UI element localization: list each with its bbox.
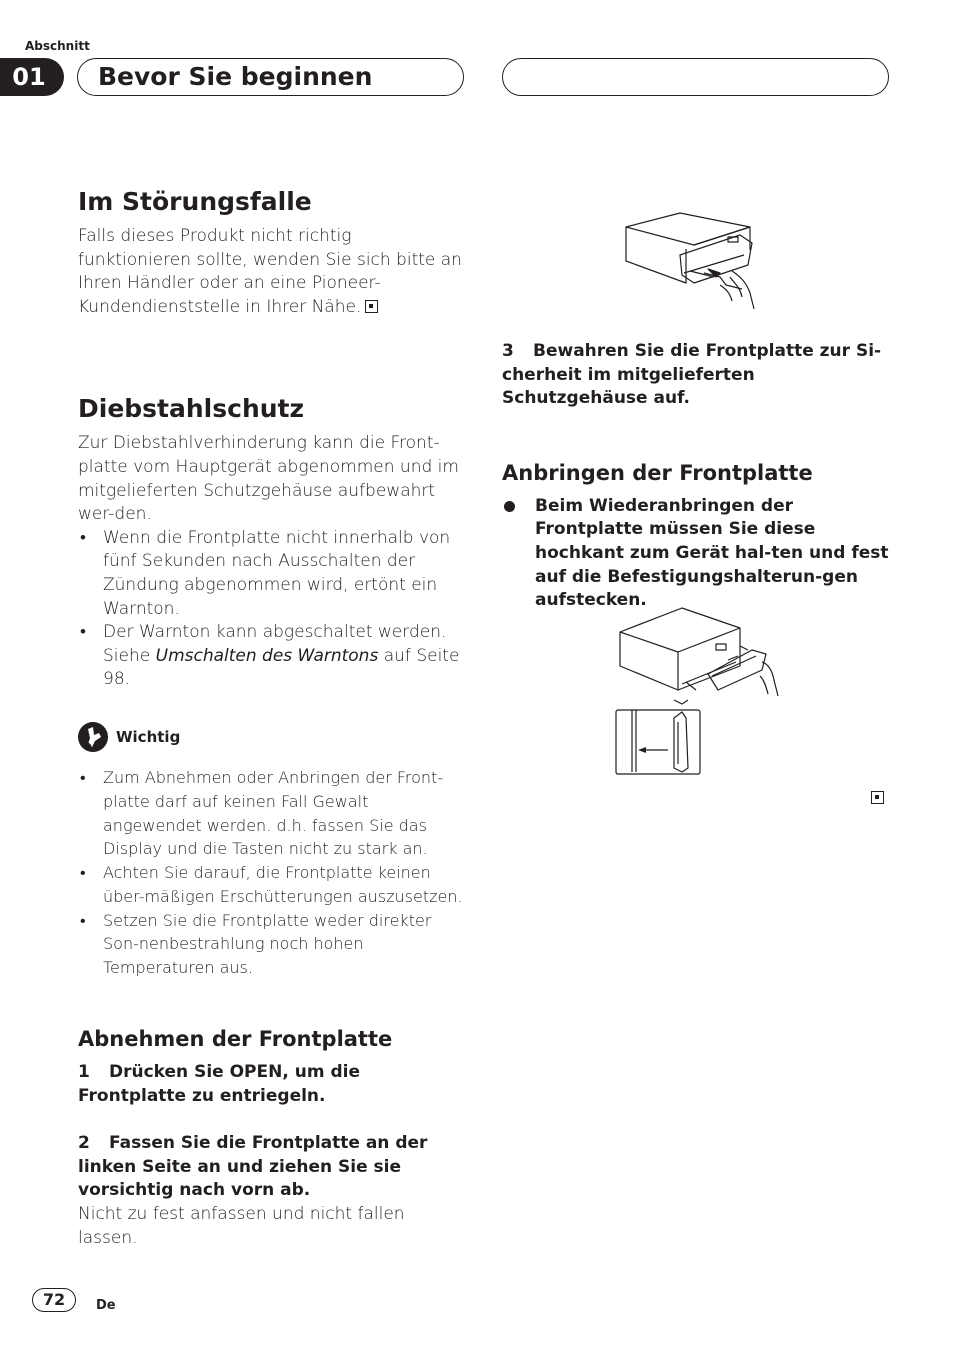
illustration-remove-frontplate xyxy=(620,205,770,315)
right-column xyxy=(502,340,890,613)
heading-diebstahlschutz: Diebstahlschutz xyxy=(78,394,305,424)
list-item: • Wenn die Frontplatte nicht innerhalb von fünf Sekunden nach Ausschalten der Zündung abgenommen wird, ertönt ein Warnton. xyxy=(78,527,466,621)
step-text: Fassen Sie die Frontplatte an der linken Seite an und ziehen Sie sie vorsichtig nach vorn ab. xyxy=(78,1133,428,1201)
section-abnehmen xyxy=(78,1025,466,1250)
wichtig-bullet-list xyxy=(78,766,466,980)
step-number: 1 xyxy=(78,1062,90,1083)
section-diebstahlschutz xyxy=(78,393,466,692)
wichtig-header xyxy=(78,722,466,752)
list-item: • Setzen Sie die Frontplatte weder direkter Son-nenbestrahlung noch hohen Temperaturen aus. xyxy=(78,909,466,980)
anbringen-step xyxy=(502,495,890,613)
page-number: 72 xyxy=(32,1288,76,1312)
step-text: Drücken Sie OPEN, um die Frontplatte zu entriegeln. xyxy=(78,1062,360,1106)
list-item xyxy=(78,621,466,692)
bullet-text: auf Seite 98. xyxy=(103,645,460,690)
end-mark-icon xyxy=(365,300,378,313)
step-text: Bewahren Sie die Frontplatte zur Si-cherheit im mitgelieferten Schutzgehäuse auf. xyxy=(502,341,882,409)
section-number: 01 xyxy=(0,58,64,96)
end-mark-icon xyxy=(871,791,884,804)
illustration-attach-frontplate xyxy=(612,600,782,778)
heading-stoerungsfalle: Im Störungsfalle xyxy=(78,187,312,216)
section-wichtig xyxy=(78,722,466,980)
cross-reference-link[interactable]: Umschalten des Warntons xyxy=(155,645,379,666)
language-code: De xyxy=(96,1298,116,1313)
step-3 xyxy=(502,340,890,411)
list-item: • Achten Sie darauf, die Frontplatte keinen über-mäßigen Erschütterungen auszusetzen. xyxy=(78,861,466,909)
diebstahl-bullet-list xyxy=(78,527,466,692)
step-2 xyxy=(78,1132,466,1203)
paragraph-stoerungsfalle xyxy=(78,225,466,319)
chapter-header-blank xyxy=(502,58,889,96)
list-item: • Zum Abnehmen oder Anbringen der Front-platte darf auf keinen Fall Gewalt angewendet werden. d.h. fassen Sie das Display und die Tasten nicht zu stark an. xyxy=(78,766,466,861)
important-hand-icon xyxy=(78,722,108,752)
section-stoerungsfalle xyxy=(78,186,466,319)
wichtig-label: Wichtig xyxy=(116,727,181,746)
bullet-icon xyxy=(504,501,515,512)
end-mark-right xyxy=(871,788,884,807)
step-number: 2 xyxy=(78,1133,90,1154)
heading-anbringen: Anbringen der Frontplatte xyxy=(502,460,813,485)
left-column xyxy=(78,186,466,1250)
bullet-text: Der Warnton kann abgeschaltet werden. Siehe xyxy=(103,622,447,666)
section-label: Abschnitt xyxy=(25,39,90,53)
paragraph-text: Falls dieses Produkt nicht richtig funktionieren sollte, wenden Sie sich bitte an Ihren Händler oder an eine Pioneer-Kundendienststelle in Ihrer Nähe. xyxy=(78,226,462,317)
step-2-note: Nicht zu fest anfassen und nicht fallen lassen. xyxy=(78,1204,405,1248)
paragraph-diebstahlschutz: Zur Diebstahlverhinderung kann die Front-platte vom Hauptgerät abgenommen und im mitgelieferten Schutzgehäuse aufbewahrt wer-den. xyxy=(78,433,459,525)
heading-abnehmen: Abnehmen der Frontplatte xyxy=(78,1027,393,1052)
step-number: 3 xyxy=(502,341,514,361)
step-text: Beim Wiederanbringen der Frontplatte müssen Sie diese hochkant zum Gerät hal-ten und fest auf die Befestigungshalterun-gen aufstecken. xyxy=(535,495,889,611)
chapter-header xyxy=(77,58,464,96)
chapter-title: Bevor Sie beginnen xyxy=(98,62,373,91)
step-1 xyxy=(78,1061,466,1108)
section-anbringen xyxy=(502,459,890,613)
